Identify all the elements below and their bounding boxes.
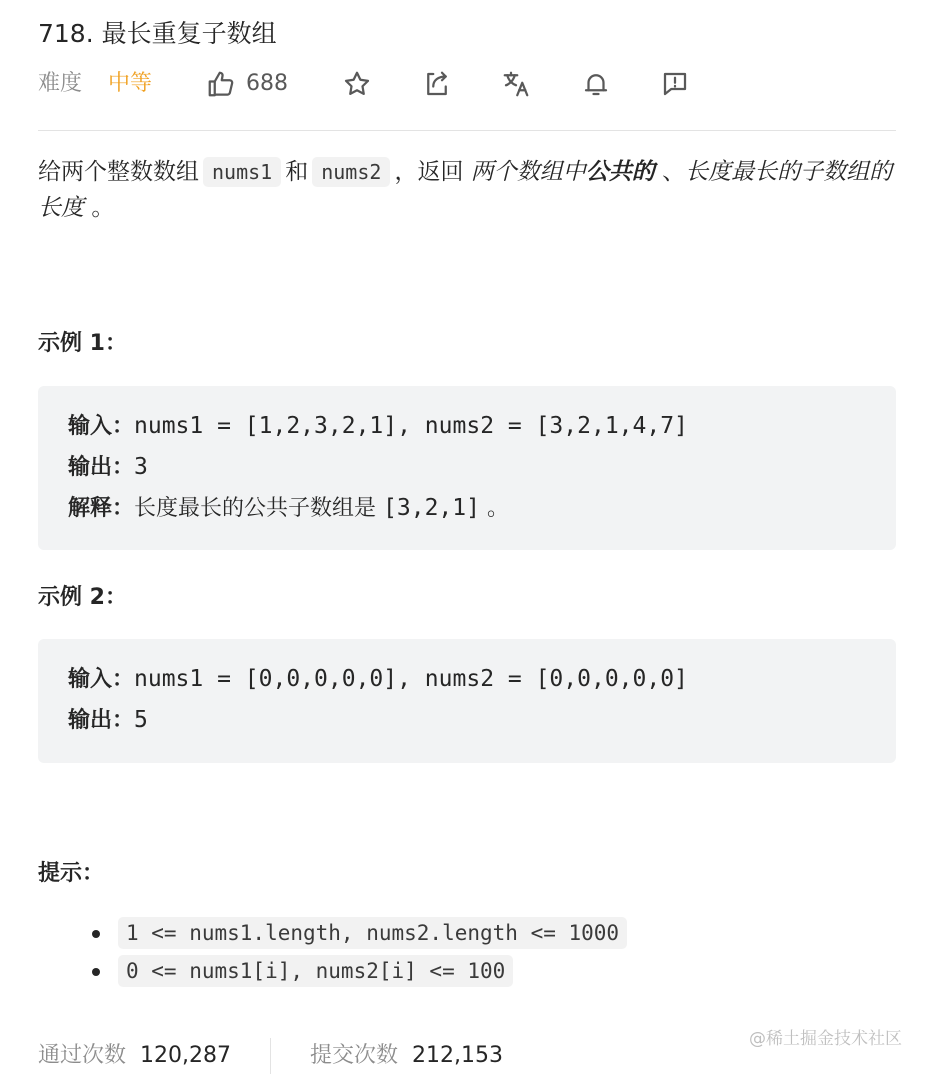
translate-icon[interactable]	[501, 69, 531, 99]
submission-stats	[38, 1038, 503, 1074]
star-icon[interactable]	[342, 69, 372, 99]
difficulty-label: 难度	[38, 71, 83, 96]
hint-item: 0 <= nums1[i], nums2[i] <= 100	[92, 952, 631, 990]
hint-item: 1 <= nums1.length, nums2.length <= 1000	[92, 914, 631, 952]
example-1-box: 输入：nums1 = [1,2,3,2,1], nums2 = [3,2,1,4,7] 输出：3 解释：长度最长的公共子数组是 [3,2,1] 。	[38, 386, 896, 550]
accepted-label: 通过次数	[38, 1043, 127, 1068]
header-divider	[38, 130, 896, 131]
submitted-count: 212,153	[412, 1043, 503, 1068]
like-count: 688	[246, 71, 288, 96]
hints-title: 提示：	[38, 861, 105, 886]
submitted-label: 提交次数	[310, 1043, 399, 1068]
share-icon[interactable]	[422, 69, 452, 99]
code-nums1: nums1	[203, 157, 281, 187]
bell-icon[interactable]	[581, 69, 611, 99]
example-2-box: 输入：nums1 = [0,0,0,0,0], nums2 = [0,0,0,0,0] 输出：5	[38, 639, 896, 763]
difficulty-badge: 中等	[108, 71, 153, 96]
example-1-input: nums1 = [1,2,3,2,1], nums2 = [3,2,1,4,7]	[134, 413, 688, 439]
example-2-input: nums1 = [0,0,0,0,0], nums2 = [0,0,0,0,0]	[134, 666, 688, 692]
example-1-output: 3	[134, 454, 148, 480]
example-1-title: 示例 1：	[38, 331, 127, 356]
problem-title: 718. 最长重复子数组	[38, 19, 277, 48]
hints-list	[92, 914, 631, 990]
accepted-count: 120,287	[140, 1043, 231, 1068]
thumbs-up-icon	[206, 69, 236, 99]
problem-description: 给两个整数数组 nums1 和 nums2 ，返回 两个数组中公共的 、长度最长的子数组的长度 。	[38, 159, 893, 221]
example-2-output: 5	[134, 707, 148, 733]
problem-meta-bar	[38, 64, 898, 104]
stats-divider	[270, 1038, 271, 1074]
feedback-icon[interactable]	[660, 69, 690, 99]
watermark: @稀土掘金技术社区	[749, 1029, 902, 1049]
example-2-title: 示例 2：	[38, 585, 127, 610]
code-nums2: nums2	[312, 157, 390, 187]
